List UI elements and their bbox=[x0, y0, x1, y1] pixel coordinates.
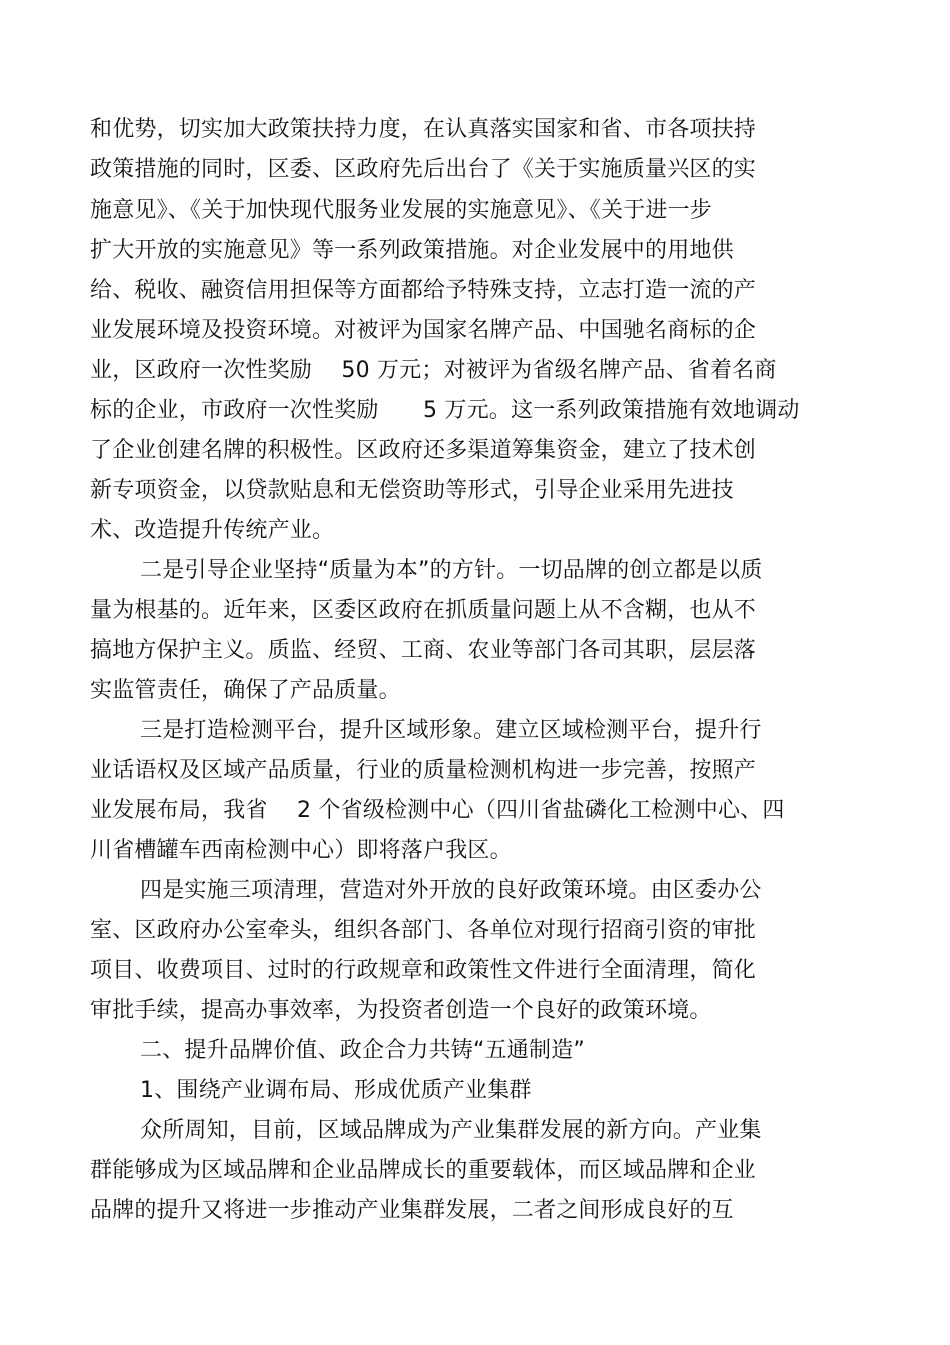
text-line: 实监管责任，确保了产品质量。 bbox=[90, 678, 401, 703]
text-line: 审批手续，提高办事效率，为投资者创造一个良好的政策环境。 bbox=[90, 998, 712, 1023]
text-line: 品牌的提升又将进一步推动产业集群发展，二者之间形成良好的互 bbox=[90, 1198, 734, 1223]
text-line: 室、区政府办公室牵头，组织各部门、各单位对现行招商引资的审批 bbox=[90, 918, 757, 943]
text-line: 政策措施的同时，区委、区政府先后出台了《关于实施质量兴区的实 bbox=[90, 157, 757, 182]
text-line: 量为根基的。近年来，区委区政府在抓质量问题上从不含糊，也从不 bbox=[90, 598, 757, 623]
text-line: 了企业创建名牌的积极性。区政府还多渠道筹集资金，建立了技术创 bbox=[90, 438, 757, 463]
text-line: 二是引导企业坚持“质量为本”的方针。一切品牌的创立都是以质 bbox=[140, 558, 763, 583]
text-line: 项目、收费项目、过时的行政规章和政策性文件进行全面清理，简化 bbox=[90, 958, 757, 983]
text-line: 群能够成为区域品牌和企业品牌成长的重要载体，而区域品牌和企业 bbox=[90, 1158, 757, 1183]
text-line: 众所周知，目前，区域品牌成为产业集群发展的新方向。产业集 bbox=[140, 1118, 762, 1143]
text-line: 川省槽罐车西南检测中心）即将落户我区。 bbox=[90, 838, 512, 863]
subsection-heading: 1、围绕产业调布局、形成优质产业集群 bbox=[140, 1078, 532, 1103]
text-line: 四是实施三项清理，营造对外开放的良好政策环境。由区委办公 bbox=[140, 878, 762, 903]
text-line: 标的企业，市政府一次性奖励 5 万元。这一系列政策措施有效地调动 bbox=[90, 398, 800, 423]
text-line: 扩大开放的实施意见》等一系列政策措施。对企业发展中的用地供 bbox=[90, 238, 734, 263]
text-line: 三是打造检测平台，提升区域形象。建立区域检测平台，提升行 bbox=[140, 718, 762, 743]
text-line: 业话语权及区域产品质量，行业的质量检测机构进一步完善，按照产 bbox=[90, 758, 757, 783]
text-line: 搞地方保护主义。质监、经贸、工商、农业等部门各司其职，层层落 bbox=[90, 638, 757, 663]
text-line: 业，区政府一次性奖励 50 万元；对被评为省级名牌产品、省着名商 bbox=[90, 358, 777, 383]
text-line: 给、税收、融资信用担保等方面都给予特殊支持，立志打造一流的产 bbox=[90, 278, 757, 303]
text-line: 施意见》、《关于加快现代服务业发展的实施意见》、《关于进一步 bbox=[90, 198, 713, 223]
text-line: 和优势，切实加大政策扶持力度，在认真落实国家和省、市各项扶持 bbox=[90, 117, 757, 142]
text-line: 新专项资金，以贷款贴息和无偿资助等形式，引导企业采用先进技 bbox=[90, 478, 734, 503]
text-line: 术、改造提升传统产业。 bbox=[90, 518, 335, 543]
section-heading: 二、提升品牌价值、政企合力共铸“五通制造” bbox=[140, 1038, 585, 1063]
text-line: 业发展布局，我省 2 个省级检测中心（四川省盐磷化工检测中心、四 bbox=[90, 798, 785, 823]
text-line: 业发展环境及投资环境。对被评为国家名牌产品、中国驰名商标的企 bbox=[90, 318, 757, 343]
